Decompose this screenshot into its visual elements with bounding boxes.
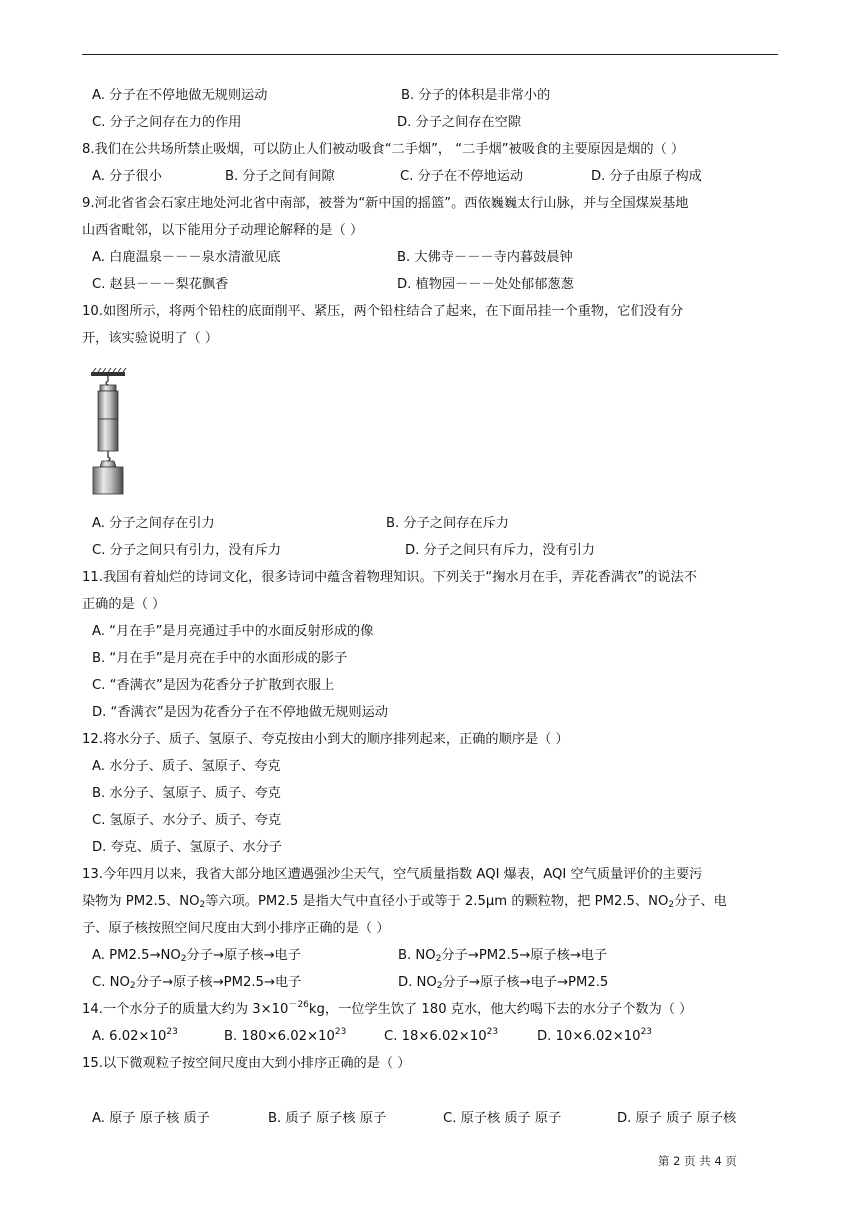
q13-option-d[interactable]: D. $NO_2$分子→原子核→电子→PM2.5 xyxy=(398,975,609,991)
q13-option-b[interactable]: B. $NO_2$分子→PM2.5→原子核→电子 xyxy=(398,948,608,964)
q8-option-a[interactable]: A. 分子很小 xyxy=(92,169,162,184)
q11-option-c[interactable]: C. “香满衣”是因为花香分子扩散到衣服上 xyxy=(92,678,335,693)
q15-option-b[interactable]: B. 质子 原子核 原子 xyxy=(268,1111,387,1126)
lead-cylinders-icon xyxy=(86,368,132,496)
q10-option-d[interactable]: D. 分子之间只有斥力，没有引力 xyxy=(405,543,595,558)
q15-option-c[interactable]: C. 原子核 质子 原子 xyxy=(443,1111,562,1126)
q11-option-a[interactable]: A. “月在手”是月亮通过手中的水面反射形成的像 xyxy=(92,624,374,639)
q12-stem: 12.将水分子、质子、氢原子、夸克按由小到大的顺序排列起来，正确的顺序是（ ） xyxy=(82,732,569,747)
q11-stem-line1: 11.我国有着灿烂的诗词文化，很多诗词中蕴含着物理知识。下列关于“掬水月在手，弄花香满衣”的说法不 xyxy=(82,570,697,585)
q9-option-d[interactable]: D. 植物园－－－处处郁郁葱葱 xyxy=(397,277,574,292)
q13-option-a[interactable]: A. $PM2.5\to NO_2$分子→原子核→电子 xyxy=(92,948,301,964)
q7-option-b[interactable]: B. 分子的体积是非常小的 xyxy=(401,88,551,103)
q12-option-d[interactable]: D. 夸克、质子、氢原子、水分子 xyxy=(92,840,282,855)
q15-option-d[interactable]: D. 原子 质子 原子核 xyxy=(617,1111,737,1126)
q14-option-b[interactable]: B. $180\times 6.02\times 10^{23}$ xyxy=(224,1027,347,1044)
q7-option-c[interactable]: C. 分子之间存在力的作用 xyxy=(92,115,242,130)
q13-option-c[interactable]: C. $NO_2$分子→原子核→PM2.5→电子 xyxy=(92,975,302,991)
q7-option-d[interactable]: D. 分子之间存在空隙 xyxy=(397,115,522,130)
q15-option-a[interactable]: A. 原子 原子核 质子 xyxy=(92,1111,210,1126)
q12-option-b[interactable]: B. 水分子、氢原子、质子、夸克 xyxy=(92,786,281,801)
q13-stem-line2: 染物为 PM2.5、$NO_2$等六项。PM2.5 是指大气中直径小于或等于 2.5μm 的颗粒物，把 PM2.5、$NO_2$分子、电 xyxy=(82,894,727,910)
q7-option-a[interactable]: A. 分子在不停地做无规则运动 xyxy=(92,88,268,103)
q10-option-b[interactable]: B. 分子之间存在斥力 xyxy=(386,516,509,531)
q11-option-d[interactable]: D. “香满衣”是因为花香分子在不停地做无规则运动 xyxy=(92,705,388,720)
lead-cylinders-figure xyxy=(86,368,132,496)
q10-stem-line1: 10.如图所示，将两个铅柱的底面削平、紧压，两个铅柱结合了起来，在下面吊挂一个重物，它们没有分 xyxy=(82,304,684,319)
page-footer: 第 2 页 共 4 页 xyxy=(658,1154,737,1168)
q9-option-c[interactable]: C. 赵县－－－梨花飘香 xyxy=(92,277,229,292)
q15-stem: 15.以下微观粒子按空间尺度由大到小排序正确的是（ ） xyxy=(82,1056,411,1071)
q9-stem-line1: 9.河北省省会石家庄地处河北省中南部，被誉为“新中国的摇篮”。西依巍巍太行山脉，并与全国煤炭基地 xyxy=(82,196,689,211)
q8-option-c[interactable]: C. 分子在不停地运动 xyxy=(400,169,524,184)
q9-option-b[interactable]: B. 大佛寺－－－寺内暮鼓晨钟 xyxy=(397,250,573,265)
q10-option-a[interactable]: A. 分子之间存在引力 xyxy=(92,516,215,531)
q8-option-b[interactable]: B. 分子之间有间隙 xyxy=(225,169,335,184)
q12-option-c[interactable]: C. 氢原子、水分子、质子、夸克 xyxy=(92,813,282,828)
q13-stem-line3: 子、原子核按照空间尺度由大到小排序正确的是（ ） xyxy=(82,921,390,936)
q8-stem: 8.我们在公共场所禁止吸烟，可以防止人们被动吸食“二手烟”， “二手烟”被吸食的主要原因是烟的（ ） xyxy=(82,142,685,157)
q10-stem-line2: 开，该实验说明了（ ） xyxy=(82,331,219,346)
q13-stem-line1: 13.今年四月以来，我省大部分地区遭遇强沙尘天气，空气质量指数 AQI 爆表，AQI 空气质量评价的主要污 xyxy=(82,867,703,882)
q9-option-a[interactable]: A. 白鹿温泉－－－泉水清澈见底 xyxy=(92,250,281,265)
q12-option-a[interactable]: A. 水分子、质子、氢原子、夸克 xyxy=(92,759,281,774)
q14-option-a[interactable]: A. $6.02\times 10^{23}$ xyxy=(92,1027,178,1044)
header-rule xyxy=(82,54,778,55)
q9-stem-line2: 山西省毗邻，以下能用分子动理论解释的是（ ） xyxy=(82,223,364,238)
q11-option-b[interactable]: B. “月在手”是月亮在手中的水面形成的影子 xyxy=(92,651,348,666)
q14-option-d[interactable]: D. $10\times 6.02\times 10^{23}$ xyxy=(537,1027,653,1044)
q8-option-d[interactable]: D. 分子由原子构成 xyxy=(591,169,702,184)
q14-option-c[interactable]: C. $18\times 6.02\times 10^{23}$ xyxy=(384,1027,499,1044)
q10-option-c[interactable]: C. 分子之间只有引力，没有斥力 xyxy=(92,543,282,558)
q11-stem-line2: 正确的是（ ） xyxy=(82,597,166,612)
q14-stem: 14.一个水分子的质量大约为 $3\times 10^{-26}kg$，一位学生饮了 180 克水，他大约喝下去的水分子个数为（ ） xyxy=(82,1000,693,1017)
